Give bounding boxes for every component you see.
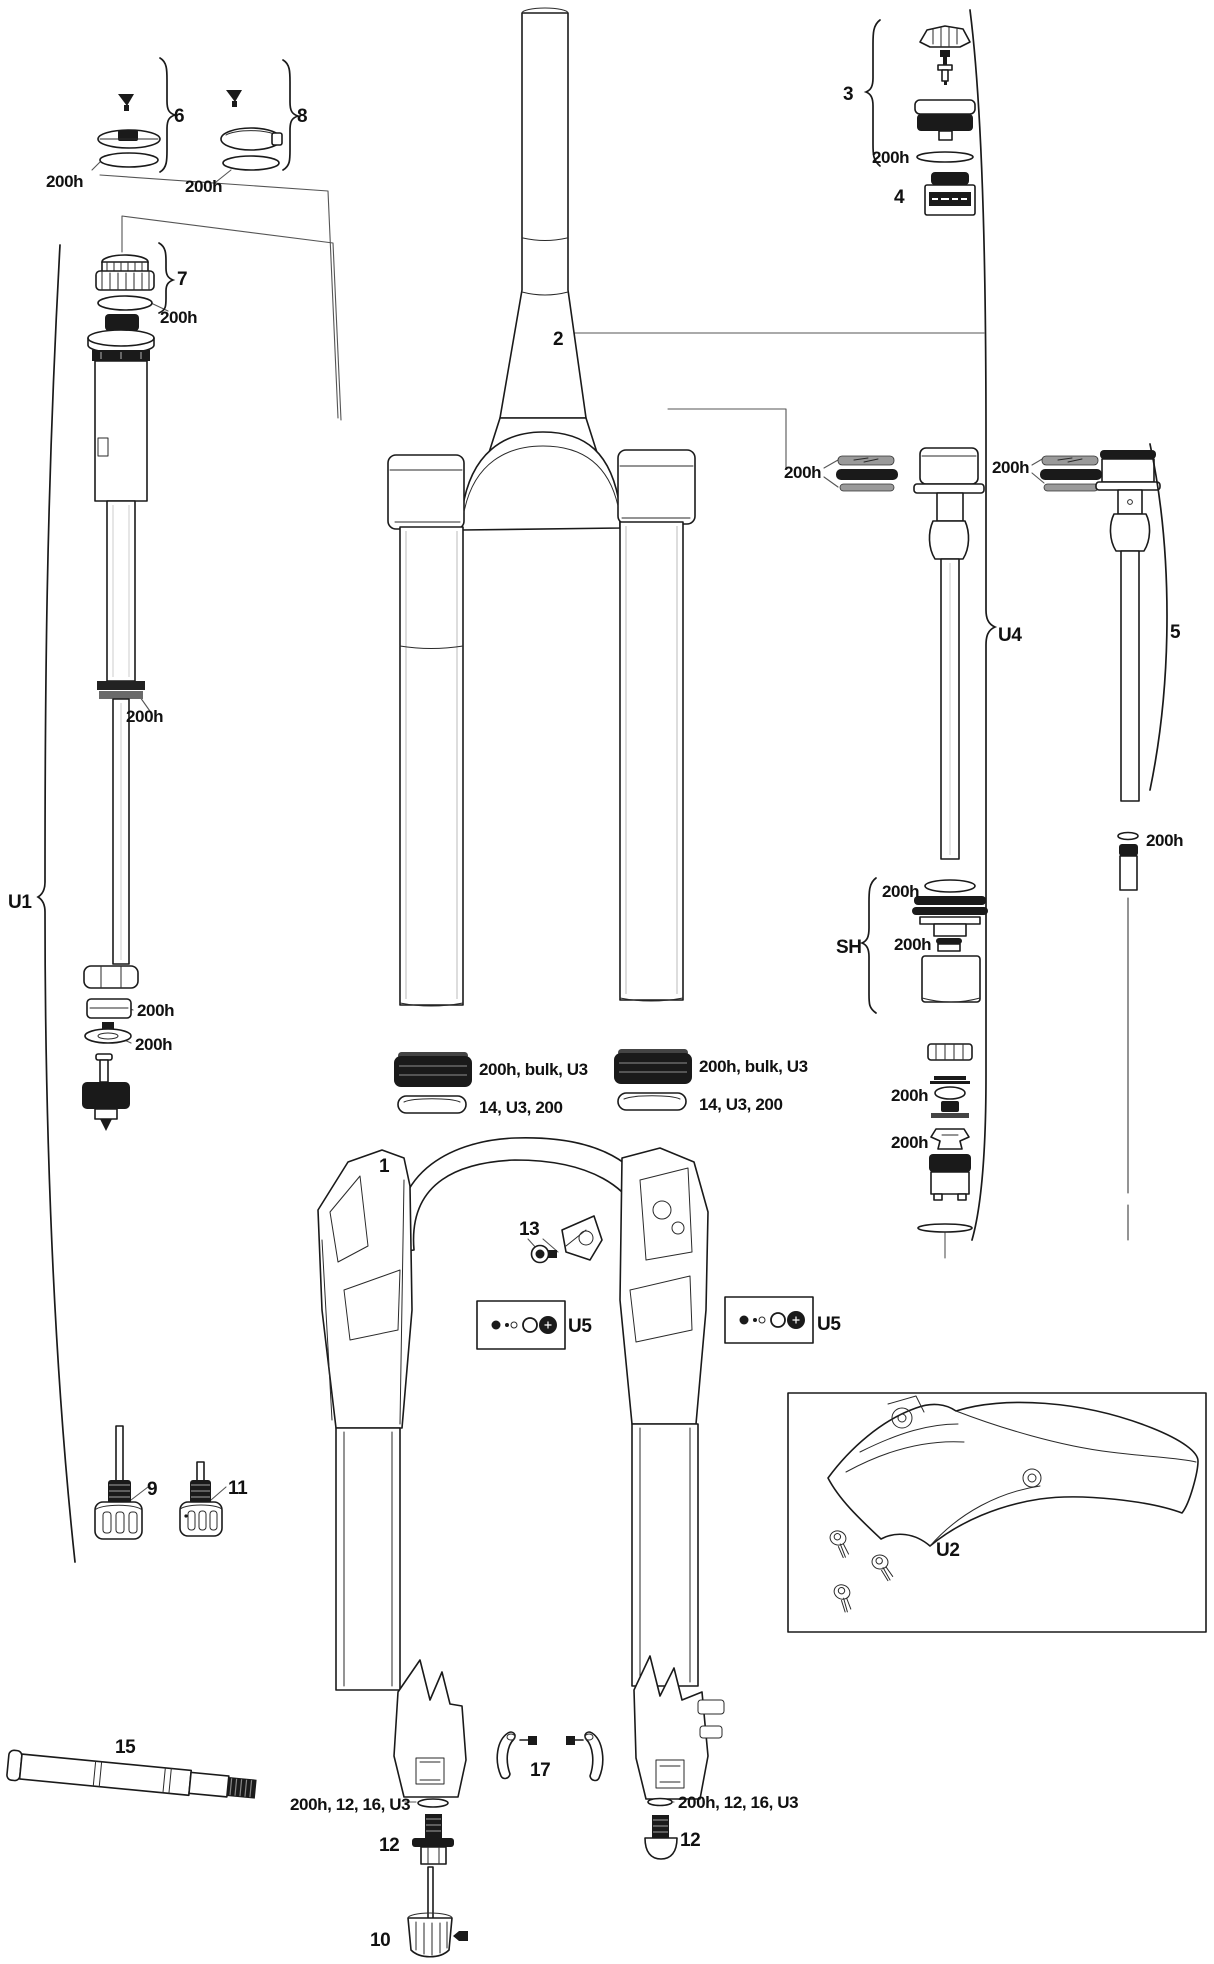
shaft-bolt-12-right [645,1799,677,1860]
service-label-200h: 200h [992,458,1030,477]
callout-9: 9 [147,1479,158,1500]
right-foam-ring [618,1093,686,1110]
service-label-200h: 200h [891,1133,929,1152]
callout-4: 4 [894,187,905,208]
u5-hardware-kit-right [725,1297,813,1343]
u5-hardware-kit-left [477,1301,565,1349]
rebound-knob-10 [408,1867,468,1957]
left-dust-seal [394,1052,472,1087]
callout-12: 12 [680,1830,701,1851]
group-label-sh: SH [836,937,862,958]
air-shaft-assembly [914,448,984,859]
callout-6: 6 [174,106,185,127]
fender-kit-u2 [788,1393,1206,1632]
callout-13: 13 [519,1219,540,1240]
right-dust-seal [614,1049,692,1084]
service-label-200h: 200h [784,463,822,482]
service-label-200h: 200h [185,177,223,196]
diagram-labels [8,84,1183,1951]
service-label-200h: 200h [894,935,932,954]
callout-2: 2 [553,329,564,350]
left-stanchion [400,527,463,1006]
service-label-axle-hardware: 200h, 12, 16, U3 [678,1793,799,1812]
callout-braces [38,10,1167,1562]
service-label-200h: 200h [137,1001,175,1020]
callout-15: 15 [115,1737,136,1758]
service-label-foam-ring: 14, U3, 200 [699,1095,783,1114]
group-label-u5: U5 [817,1314,841,1335]
air-valve-parts-3 [915,26,975,162]
callout-8: 8 [297,106,308,127]
service-label-200h: 200h [1146,831,1184,850]
callout-10: 10 [370,1930,391,1951]
group-label-u2: U2 [936,1540,960,1561]
crown [388,418,695,530]
callout-12: 12 [379,1835,400,1856]
top-cap-kit-8 [221,90,282,170]
callout-7: 7 [177,269,188,290]
service-label-seal-kit: 200h, bulk, U3 [479,1060,588,1079]
steerer-tube-2 [500,8,586,418]
rebound-adjuster-9 [95,1426,142,1539]
top-cap-kit-6 [98,94,160,167]
service-label-200h: 200h [160,308,198,327]
air-piston-4 [925,172,975,215]
group-label-u4: U4 [998,625,1022,646]
callout-1: 1 [379,1156,390,1177]
fender-mount-insert [562,1216,602,1260]
right-stanchion [620,522,683,1001]
callout-11: 11 [228,1478,248,1499]
group-label-u5: U5 [568,1316,592,1337]
rebound-adjuster-11 [180,1462,222,1536]
service-label-foam-ring: 14, U3, 200 [479,1098,563,1117]
group-label-u1: U1 [8,892,32,913]
service-label-axle-hardware: 200h, 12, 16, U3 [290,1795,411,1814]
service-label-seal-kit: 200h, bulk, U3 [699,1057,808,1076]
service-label-200h: 200h [882,882,920,901]
crown-adjuster-knob-7 [96,255,154,310]
left-foam-ring [398,1096,466,1113]
seal-stack-left [836,456,898,491]
service-label-200h: 200h [891,1086,929,1105]
service-label-200h: 200h [872,148,910,167]
service-label-200h: 200h [135,1035,173,1054]
shaft-bolt-12-left [412,1799,454,1864]
service-label-200h: 200h [46,172,84,191]
callout-3: 3 [843,84,854,105]
callout-5: 5 [1170,622,1181,643]
seal-stack-right [1040,456,1102,491]
service-label-200h: 200h [126,707,164,726]
callout-17: 17 [530,1760,551,1781]
